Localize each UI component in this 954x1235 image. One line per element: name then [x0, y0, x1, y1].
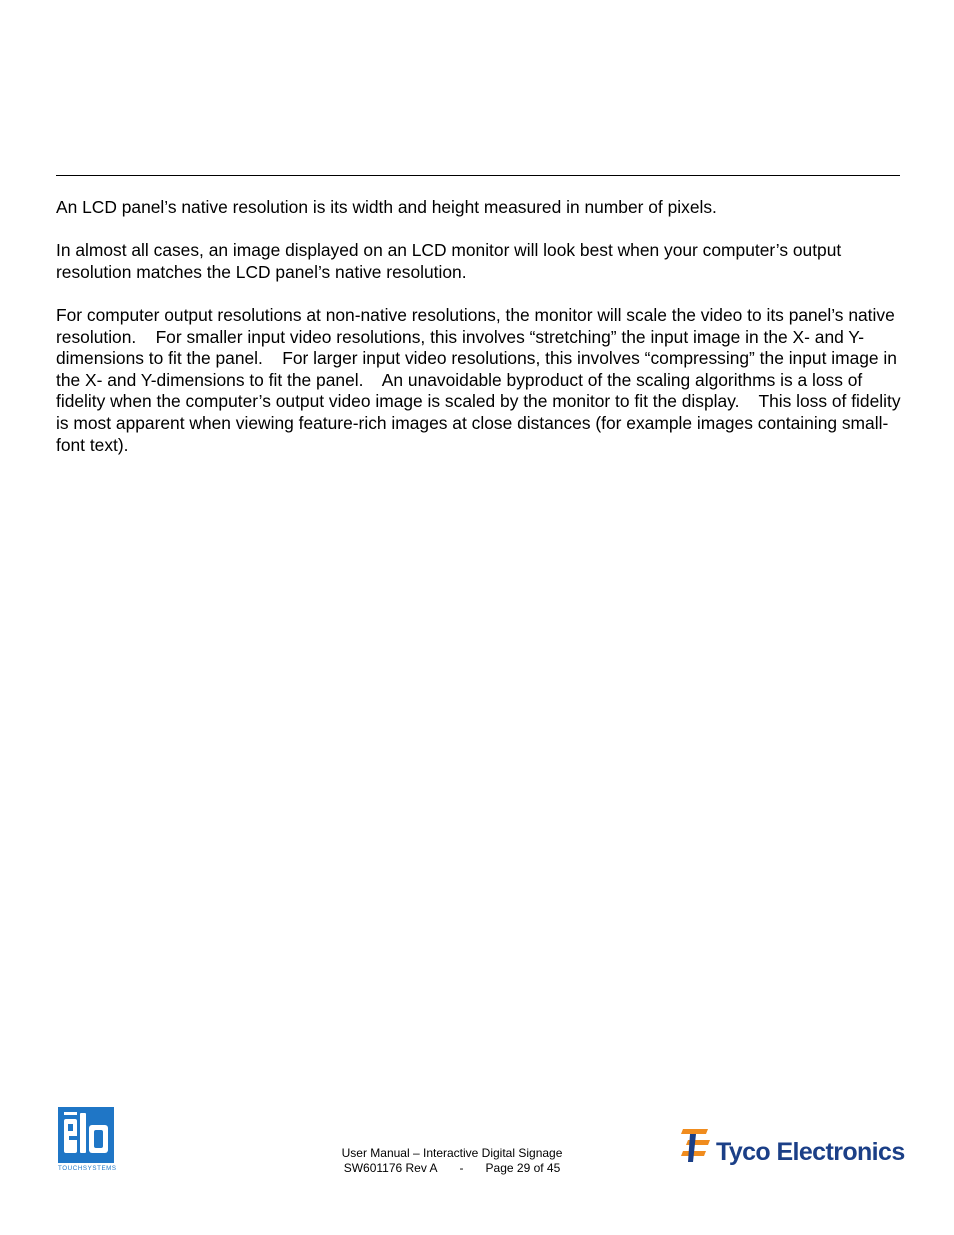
tyco-logo-mark — [680, 1126, 714, 1162]
paragraph-scaling: For computer output resolutions at non-native resolutions, the monitor will scale the video to its panel’s native resolution. For smaller input video resolutions, this involves “stretching” the input image in the X- and Y-dimensions to fit the panel. For larger input video resolutions, this involves “compressing” the input image in the X- and Y-dimensions to fit the panel. An unavoidable byproduct of the scaling algorithms is a loss of fidelity when the computer’s output video image is scaled by the monitor to fit the display. This loss of fidelity is most apparent when viewing feature-rich images at close distances (for example images containing small-font text). — [56, 304, 906, 455]
tyco-electronics-logo — [680, 1122, 920, 1174]
page-number: Page 29 of 45 — [485, 1161, 561, 1175]
manual-title: User Manual – Interactive Digital Signage — [341, 1146, 563, 1160]
doc-info-line — [302, 1161, 602, 1176]
header-rule — [56, 175, 900, 176]
body-text — [56, 197, 906, 478]
page-footer — [302, 1146, 602, 1176]
tyco-wordmark: Tyco Electronics — [716, 1138, 905, 1166]
footer-separator: - — [459, 1161, 464, 1175]
elo-logo-mark — [58, 1107, 114, 1163]
paragraph-best-image: In almost all cases, an image displayed on an LCD monitor will look best when your computer’s output resolution matches the LCD panel’s native resolution. — [56, 240, 842, 282]
elo-logo — [58, 1107, 116, 1175]
elo-tagline: TOUCHSYSTEMS — [58, 1165, 117, 1172]
paragraph-native-resolution: An LCD panel’s native resolution is its width and height measured in number of pixels. — [56, 197, 717, 217]
doc-number: SW601176 Rev A — [343, 1161, 438, 1175]
